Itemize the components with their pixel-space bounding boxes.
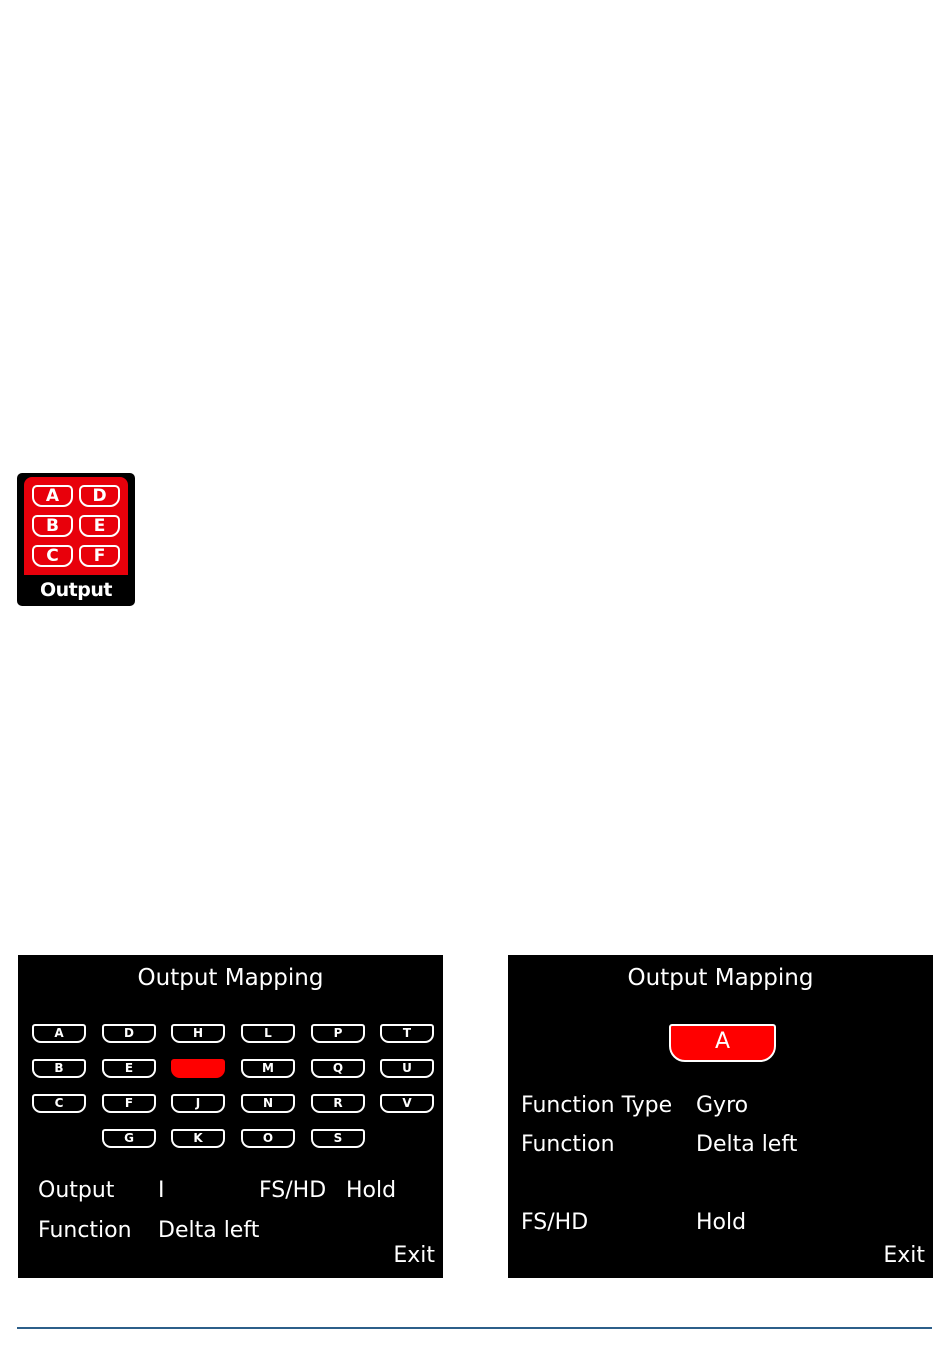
output-tile-label: Output xyxy=(40,579,112,601)
fshd-label: FS/HD xyxy=(259,1178,327,1203)
mini-key-f: F xyxy=(79,545,120,567)
output-key-o[interactable]: O xyxy=(241,1129,295,1148)
function-type-value[interactable]: Gyro xyxy=(696,1093,749,1118)
output-icon-background xyxy=(24,477,128,575)
exit-button[interactable]: Exit xyxy=(883,1243,925,1268)
output-key-b[interactable]: B xyxy=(32,1059,86,1078)
output-key-u[interactable]: U xyxy=(380,1059,434,1078)
fshd-label: FS/HD xyxy=(521,1210,589,1235)
mini-key-b: B xyxy=(32,515,73,537)
mini-key-a: A xyxy=(32,485,73,507)
fshd-value[interactable]: Hold xyxy=(696,1210,747,1235)
output-menu-icon[interactable] xyxy=(17,473,135,606)
output-key-t[interactable]: T xyxy=(380,1024,434,1043)
output-mapping-detail-screen xyxy=(508,955,933,1278)
function-type-label: Function Type xyxy=(521,1093,673,1118)
output-key-f[interactable]: F xyxy=(102,1094,156,1113)
footer-divider xyxy=(17,1327,932,1329)
output-key-s[interactable]: S xyxy=(311,1129,365,1148)
output-label: Output xyxy=(38,1178,115,1203)
screen-title: Output Mapping xyxy=(627,965,814,991)
output-key-g[interactable]: G xyxy=(102,1129,156,1148)
output-key-n[interactable]: N xyxy=(241,1094,295,1113)
output-key-p[interactable]: P xyxy=(311,1024,365,1043)
output-key-i-selected[interactable] xyxy=(171,1059,225,1078)
output-key-d[interactable]: D xyxy=(102,1024,156,1043)
output-key-j[interactable]: J xyxy=(171,1094,225,1113)
selected-output-key[interactable]: A xyxy=(669,1024,776,1062)
output-key-l[interactable]: L xyxy=(241,1024,295,1043)
output-value: I xyxy=(158,1178,165,1203)
output-key-h[interactable]: H xyxy=(171,1024,225,1043)
mini-key-e: E xyxy=(79,515,120,537)
output-key-r[interactable]: R xyxy=(311,1094,365,1113)
function-value[interactable]: Delta left xyxy=(696,1132,798,1157)
screen-title: Output Mapping xyxy=(137,965,324,991)
function-label: Function xyxy=(521,1132,615,1157)
function-label: Function xyxy=(38,1218,132,1243)
output-key-q[interactable]: Q xyxy=(311,1059,365,1078)
exit-button[interactable]: Exit xyxy=(393,1243,435,1268)
function-value: Delta left xyxy=(158,1218,260,1243)
output-key-m[interactable]: M xyxy=(241,1059,295,1078)
output-key-v[interactable]: V xyxy=(380,1094,434,1113)
output-key-c[interactable]: C xyxy=(32,1094,86,1113)
output-key-e[interactable]: E xyxy=(102,1059,156,1078)
output-key-a[interactable]: A xyxy=(32,1024,86,1043)
mini-key-d: D xyxy=(79,485,120,507)
fshd-value: Hold xyxy=(346,1178,397,1203)
output-key-k[interactable]: K xyxy=(171,1129,225,1148)
mini-key-c: C xyxy=(32,545,73,567)
output-mapping-grid-screen xyxy=(18,955,443,1278)
